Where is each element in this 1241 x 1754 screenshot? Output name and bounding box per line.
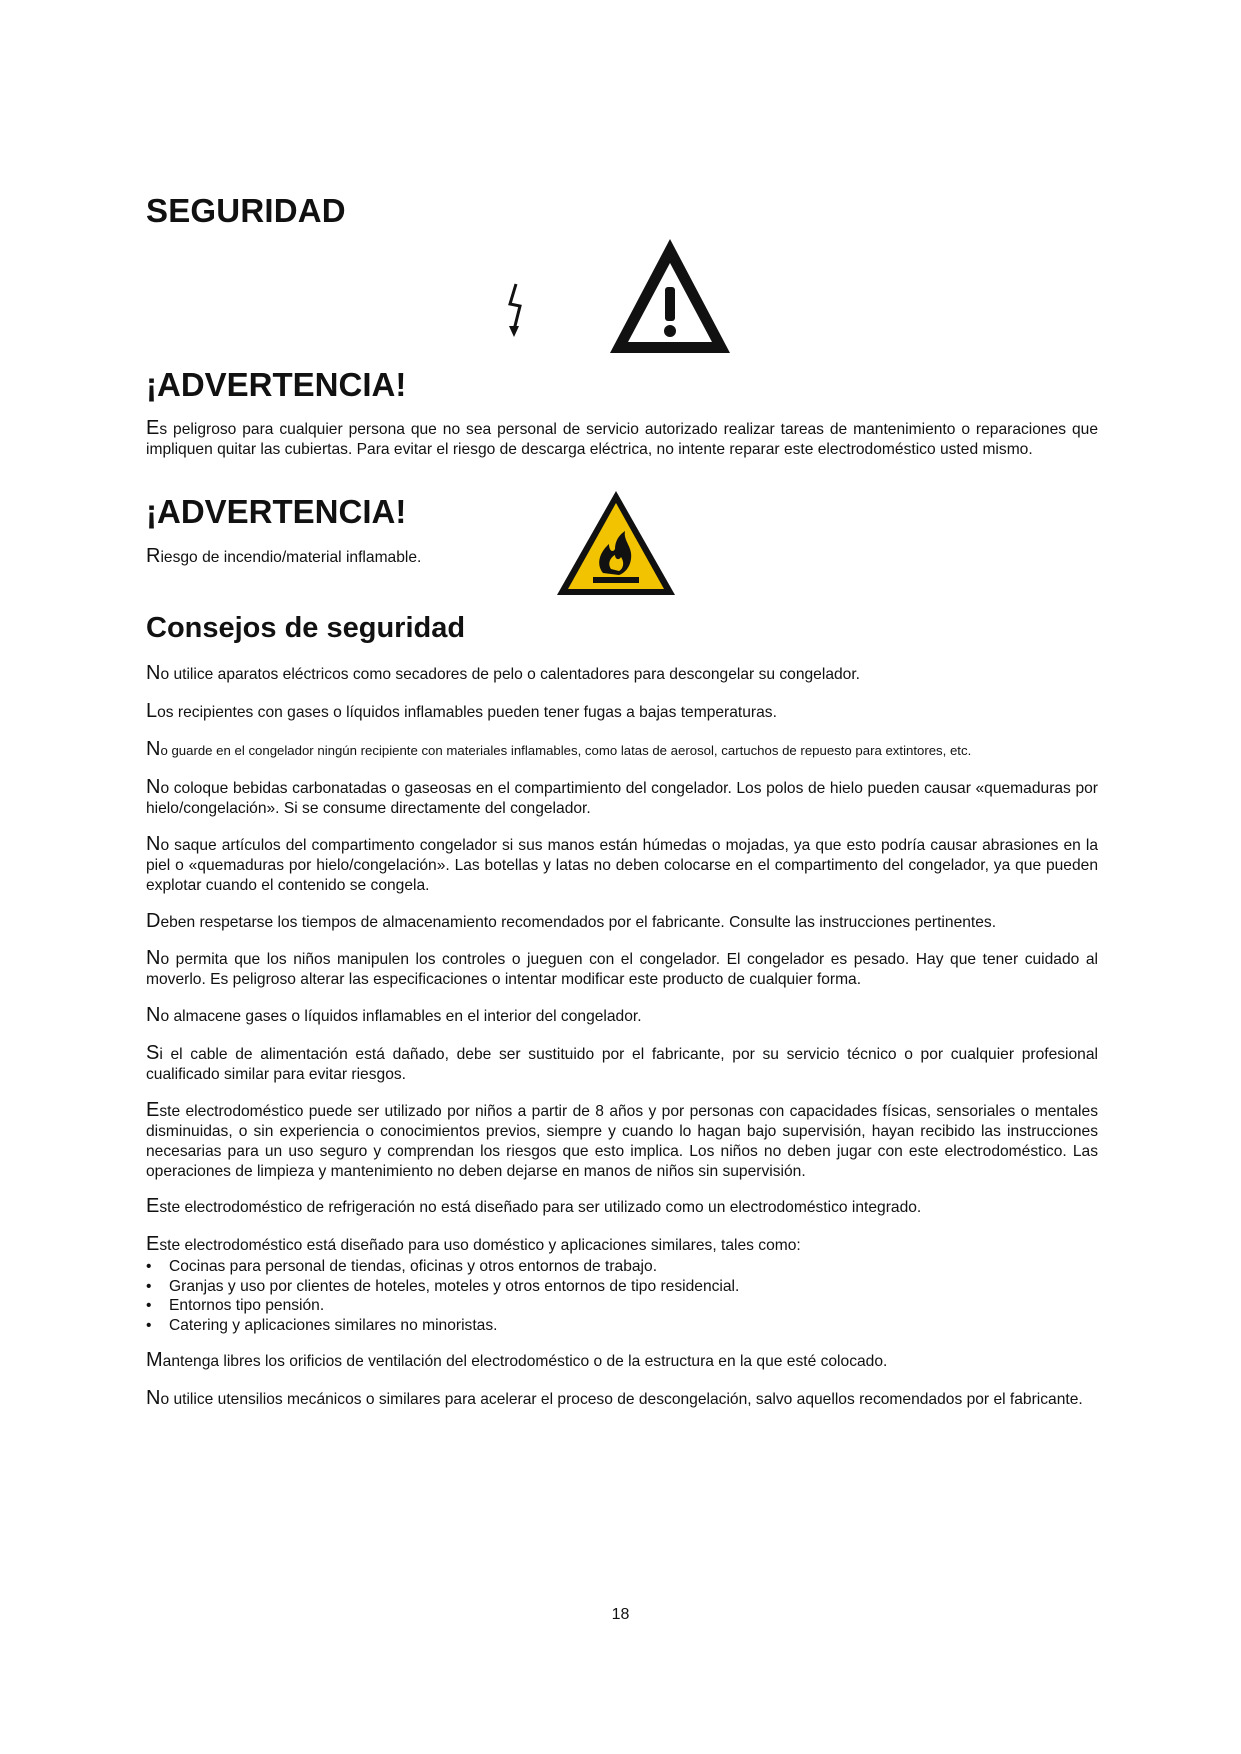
tip-paragraph: No guarde en el congelador ningún recipiente con materiales inflamables, como latas de aerosol, cartuchos de repuesto para extintores, etc.: [146, 738, 972, 760]
warning-title-fire: ¡ADVERTENCIA!: [146, 493, 407, 530]
tip-paragraph: No saque artículos del compartimento congelador si sus manos están húmedas o mojadas, ya que esto podría causar abrasiones en la piel o «quemaduras por hielo/congelación». Las botellas y latas no deben colocarse en el compartimento del congelador, ya que pueden explotar cuando el contenido se congela.: [146, 833, 1098, 894]
list-item: • Granjas y uso por clientes de hoteles, moteles y otros entornos de tipo residencial.: [146, 1277, 1098, 1297]
tip-paragraph: Deben respetarse los tiempos de almacenamiento recomendados por el fabricante. Consulte las instrucciones pertinentes.: [146, 910, 997, 932]
warning-text-fire: Riesgo de incendio/material inflamable.: [146, 545, 422, 567]
tip-paragraph: Los recipientes con gases o líquidos inflamables pueden tener fugas a bajas temperaturas.: [146, 700, 777, 722]
warning-text-electric: Es peligroso para cualquier persona que no sea personal de servicio autorizado realizar tareas de mantenimiento o reparaciones que impliquen quitar las cubiertas. Para evitar el riesgo de descarga eléctrica, no intente reparar este electrodoméstico usted mismo.: [146, 417, 1098, 458]
tip-paragraph: Este electrodoméstico de refrigeración no está diseñado para ser utilizado como un electrodoméstico integrado.: [146, 1195, 922, 1217]
page-number: 18: [611, 1606, 630, 1623]
tip-paragraph: No coloque bebidas carbonatadas o gaseosas en el compartimiento del congelador. Los polos de hielo pueden causar «quemaduras por hielo/congelación». Si se consume directamente del congelador.: [146, 776, 1098, 817]
page-title: SEGURIDAD: [146, 192, 346, 229]
tip-paragraph: No utilice utensilios mecánicos o similares para acelerar el proceso de descongelación, salvo aquellos recomendados por el fabricante.: [146, 1387, 1083, 1409]
general-warning-icon: [606, 235, 734, 357]
list-item: • Cocinas para personal de tiendas, oficinas y otros entornos de trabajo.: [146, 1257, 1098, 1277]
electric-shock-icon: [506, 282, 528, 340]
usage-list: [146, 1257, 1098, 1335]
tip-paragraph: Mantenga libres los orificios de ventilación del electrodoméstico o de la estructura en la que esté colocado.: [146, 1349, 888, 1371]
warning-title-electric: ¡ADVERTENCIA!: [146, 366, 407, 403]
flammable-warning-icon: [555, 489, 677, 597]
tip-paragraph: Si el cable de alimentación está dañado, debe ser sustituido por el fabricante, por su servicio técnico o por cualquier profesional cualificado similar para evitar riesgos.: [146, 1042, 1098, 1083]
tip-paragraph: No utilice aparatos eléctricos como secadores de pelo o calentadores para descongelar su congelador.: [146, 662, 861, 684]
tip-paragraph: No almacene gases o líquidos inflamables en el interior del congelador.: [146, 1004, 642, 1026]
list-item: • Catering y aplicaciones similares no minoristas.: [146, 1316, 1098, 1336]
list-item: • Entornos tipo pensión.: [146, 1296, 1098, 1316]
tip-paragraph: No permita que los niños manipulen los controles o jueguen con el congelador. El congelador es pesado. Hay que tener cuidado al moverlo. Es peligroso alterar las especificaciones o intentar modificar este producto de cualquier forma.: [146, 947, 1098, 988]
tip-paragraph: Este electrodoméstico está diseñado para uso doméstico y aplicaciones similares, tales como:: [146, 1233, 801, 1255]
tip-paragraph: Este electrodoméstico puede ser utilizado por niños a partir de 8 años y por personas con capacidades físicas, sensoriales o mentales disminuidas, o sin experiencia o conocimientos previos, siempre y cuando lo hagan bajo supervisión, hayan recibido las instrucciones necesarias para un uso seguro y comprendan los riesgos que esto implica. Los niños no deben jugar con este electrodoméstico. Las operaciones de limpieza y mantenimiento no deben dejarse en manos de niños sin supervisión.: [146, 1099, 1098, 1180]
section-heading: Consejos de seguridad: [146, 612, 466, 644]
